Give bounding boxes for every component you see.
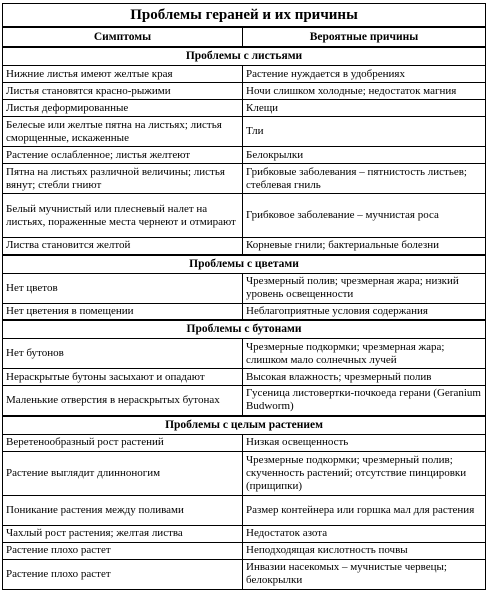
cause-cell: Низкая освещенность xyxy=(243,434,486,451)
symptom-cell: Белый мучнистый или плесневый налет на листьях, пораженные места чернеют и отмирают xyxy=(3,194,243,238)
header-row xyxy=(3,27,486,47)
cause-cell: Неподходящая кислотность почвы xyxy=(243,542,486,559)
header-symptoms: Симптомы xyxy=(3,27,243,47)
cause-cell: Чрезмерные подкормки; чрезмерный полив; скученность растений; отсутствие пинцировки (прищипки) xyxy=(243,451,486,495)
cause-cell: Грибковые заболевания – пятнистость листьев; стеблевая гниль xyxy=(243,164,486,194)
symptom-cell: Нет цветов xyxy=(3,273,243,303)
cause-cell: Корневые гнили; бактериальные болезни xyxy=(243,238,486,255)
cause-cell: Грибковое заболевание – мучнистая роса xyxy=(243,194,486,238)
table-row xyxy=(3,66,486,83)
cause-cell: Неблагоприятные условия содержания xyxy=(243,303,486,320)
table-row xyxy=(3,83,486,100)
symptom-cell: Маленькие отверстия в нераскрытых бутонах xyxy=(3,386,243,416)
cause-cell: Чрезмерный полив; чрезмерная жара; низкий уровень освещенности xyxy=(243,273,486,303)
section-title: Проблемы с бутонами xyxy=(3,320,486,339)
symptom-cell: Пятна на листьях различной величины; листья вянут; стебли гниют xyxy=(3,164,243,194)
symptom-cell: Листва становится желтой xyxy=(3,238,243,255)
section-title: Проблемы с цветами xyxy=(3,255,486,274)
cause-cell: Растение нуждается в удобрениях xyxy=(243,66,486,83)
symptom-cell: Поникание растения между поливами xyxy=(3,495,243,525)
table-row xyxy=(3,164,486,194)
table-row xyxy=(3,434,486,451)
cause-cell: Гусеница листовертки-почкоеда герани (Geranium Budworm) xyxy=(243,386,486,416)
table-row xyxy=(3,369,486,386)
symptom-cell: Чахлый рост растения; желтая листва xyxy=(3,525,243,542)
symptom-cell: Растение ослабленное; листья желтеют xyxy=(3,147,243,164)
table-row xyxy=(3,100,486,117)
symptom-cell: Растение плохо растет xyxy=(3,559,243,589)
table-row xyxy=(3,238,486,255)
table-row xyxy=(3,303,486,320)
symptom-cell: Нижние листья имеют желтые края xyxy=(3,66,243,83)
table-row xyxy=(3,117,486,147)
symptom-cell: Листья становятся красно-рыжими xyxy=(3,83,243,100)
section-row-whole-plant xyxy=(3,416,486,435)
symptom-cell: Белесые или желтые пятна на листьях; листья сморщенные, искаженные xyxy=(3,117,243,147)
section-row-leaves xyxy=(3,47,486,66)
table-row xyxy=(3,495,486,525)
symptom-cell: Растение плохо растет xyxy=(3,542,243,559)
table-row xyxy=(3,147,486,164)
table-title: Проблемы гераней и их причины xyxy=(3,4,486,28)
header-causes: Вероятные причины xyxy=(243,27,486,47)
table-row xyxy=(3,386,486,416)
table-row xyxy=(3,542,486,559)
section-row-flowers xyxy=(3,255,486,274)
symptom-cell: Нет цветения в помещении xyxy=(3,303,243,320)
cause-cell: Высокая влажность; чрезмерный полив xyxy=(243,369,486,386)
cause-cell: Белокрылки xyxy=(243,147,486,164)
section-title: Проблемы с листьями xyxy=(3,47,486,66)
cause-cell: Недостаток азота xyxy=(243,525,486,542)
table-row xyxy=(3,525,486,542)
title-row xyxy=(3,4,486,28)
cause-cell: Клещи xyxy=(243,100,486,117)
section-row-buds xyxy=(3,320,486,339)
table-row xyxy=(3,339,486,369)
cause-cell: Чрезмерные подкормки; чрезмерная жара; слишком мало солнечных лучей xyxy=(243,339,486,369)
symptom-cell: Веретенообразный рост растений xyxy=(3,434,243,451)
cause-cell: Ночи слишком холодные; недостаток магния xyxy=(243,83,486,100)
symptom-cell: Нет бутонов xyxy=(3,339,243,369)
cause-cell: Размер контейнера или горшка мал для растения xyxy=(243,495,486,525)
symptom-cell: Листья деформированные xyxy=(3,100,243,117)
symptom-cell: Нераскрытые бутоны засыхают и опадают xyxy=(3,369,243,386)
table-row xyxy=(3,559,486,589)
section-title: Проблемы с целым растением xyxy=(3,416,486,435)
table-row xyxy=(3,273,486,303)
geranium-problems-table xyxy=(2,3,486,590)
symptom-cell: Растение выглядит длинноногим xyxy=(3,451,243,495)
cause-cell: Инвазии насекомых – мучнистые червецы; белокрылки xyxy=(243,559,486,589)
table-row xyxy=(3,451,486,495)
cause-cell: Тли xyxy=(243,117,486,147)
table-row xyxy=(3,194,486,238)
